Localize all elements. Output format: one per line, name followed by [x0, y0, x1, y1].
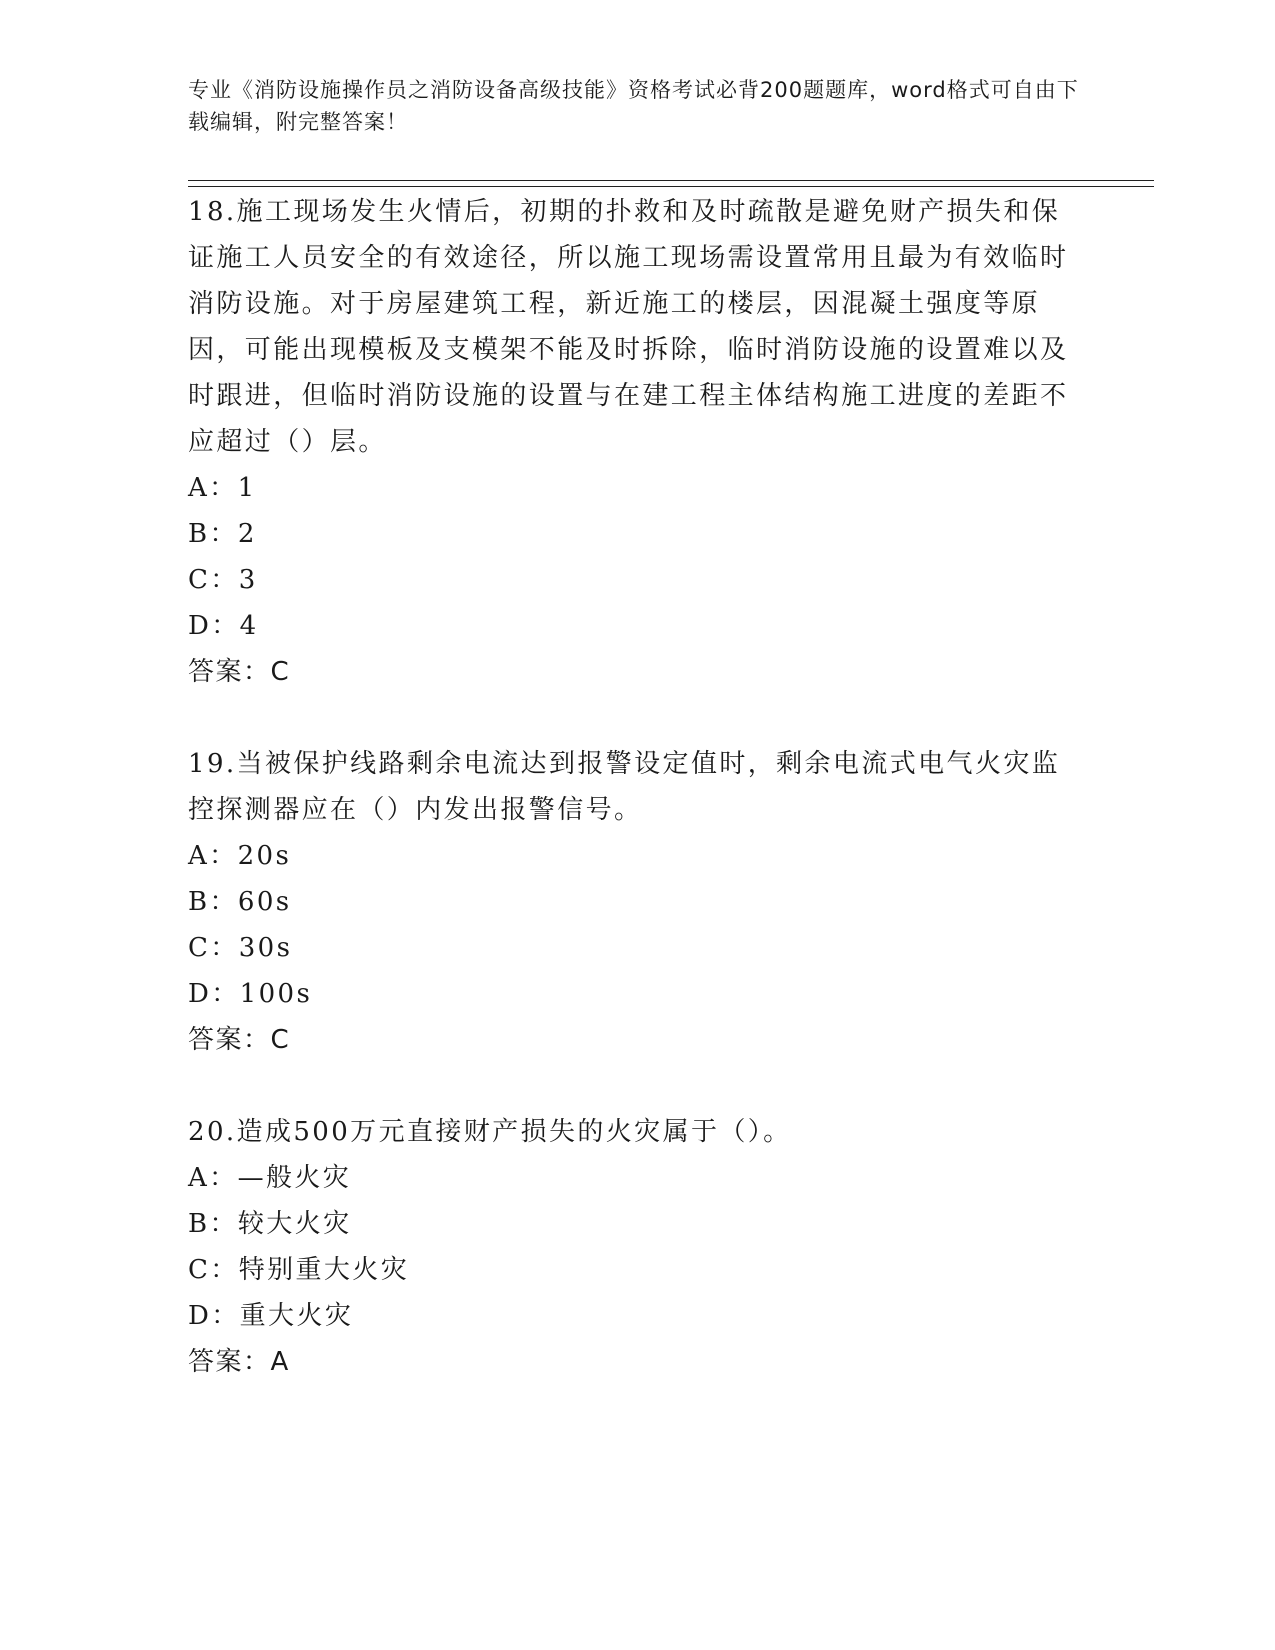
question-gap [188, 1063, 1088, 1109]
answer-line: 答案：C [188, 1025, 291, 1055]
question-gap [188, 695, 1088, 741]
option-b: B：2 [188, 519, 257, 549]
document-header: 专业《消防设施操作员之消防设备高级技能》资格考试必背200题题库，word格式可自由下载编辑，附完整答案！ [188, 78, 1079, 134]
question-text: 19.当被保护线路剩余电流达到报警设定值时，剩余电流式电气火灾监控探测器应在（）内发出报警信号。 [188, 749, 1061, 825]
header-divider-bottom [188, 186, 1154, 187]
option-b: B：较大火灾 [188, 1209, 352, 1239]
option-a: A：—般火灾 [188, 1163, 352, 1193]
option-d: D：4 [188, 611, 259, 641]
question-text: 20.造成500万元直接财产损失的火灾属于（）。 [188, 1117, 792, 1147]
question-20 [188, 1109, 1088, 1385]
option-c: C：30s [188, 933, 293, 963]
header-divider-top [188, 180, 1154, 181]
answer-line: 答案：C [188, 657, 291, 687]
question-text: 18.施工现场发生火情后，初期的扑救和及时疏散是避免财产损失和保证施工人员安全的有效途径，所以施工现场需设置常用且最为有效临时消防设施。对于房屋建筑工程，新近施工的楼层，因混凝土强度等原因，可能出现模板及支模架不能及时拆除，临时消防设施的设置难以及时跟进，但临时消防设施的设置与在建工程主体结构施工进度的差距不应超过（）层。 [188, 197, 1069, 457]
option-b: B：60s [188, 887, 292, 917]
option-a: A：1 [188, 473, 257, 503]
question-18 [188, 189, 1088, 695]
option-c: C：3 [188, 565, 258, 595]
answer-line: 答案：A [188, 1347, 290, 1377]
question-list [188, 189, 1088, 1385]
option-c: C：特别重大火灾 [188, 1255, 410, 1285]
option-d: D：100s [188, 979, 313, 1009]
option-a: A：20s [188, 841, 292, 871]
question-19 [188, 741, 1088, 1063]
option-d: D：重大火灾 [188, 1301, 354, 1331]
